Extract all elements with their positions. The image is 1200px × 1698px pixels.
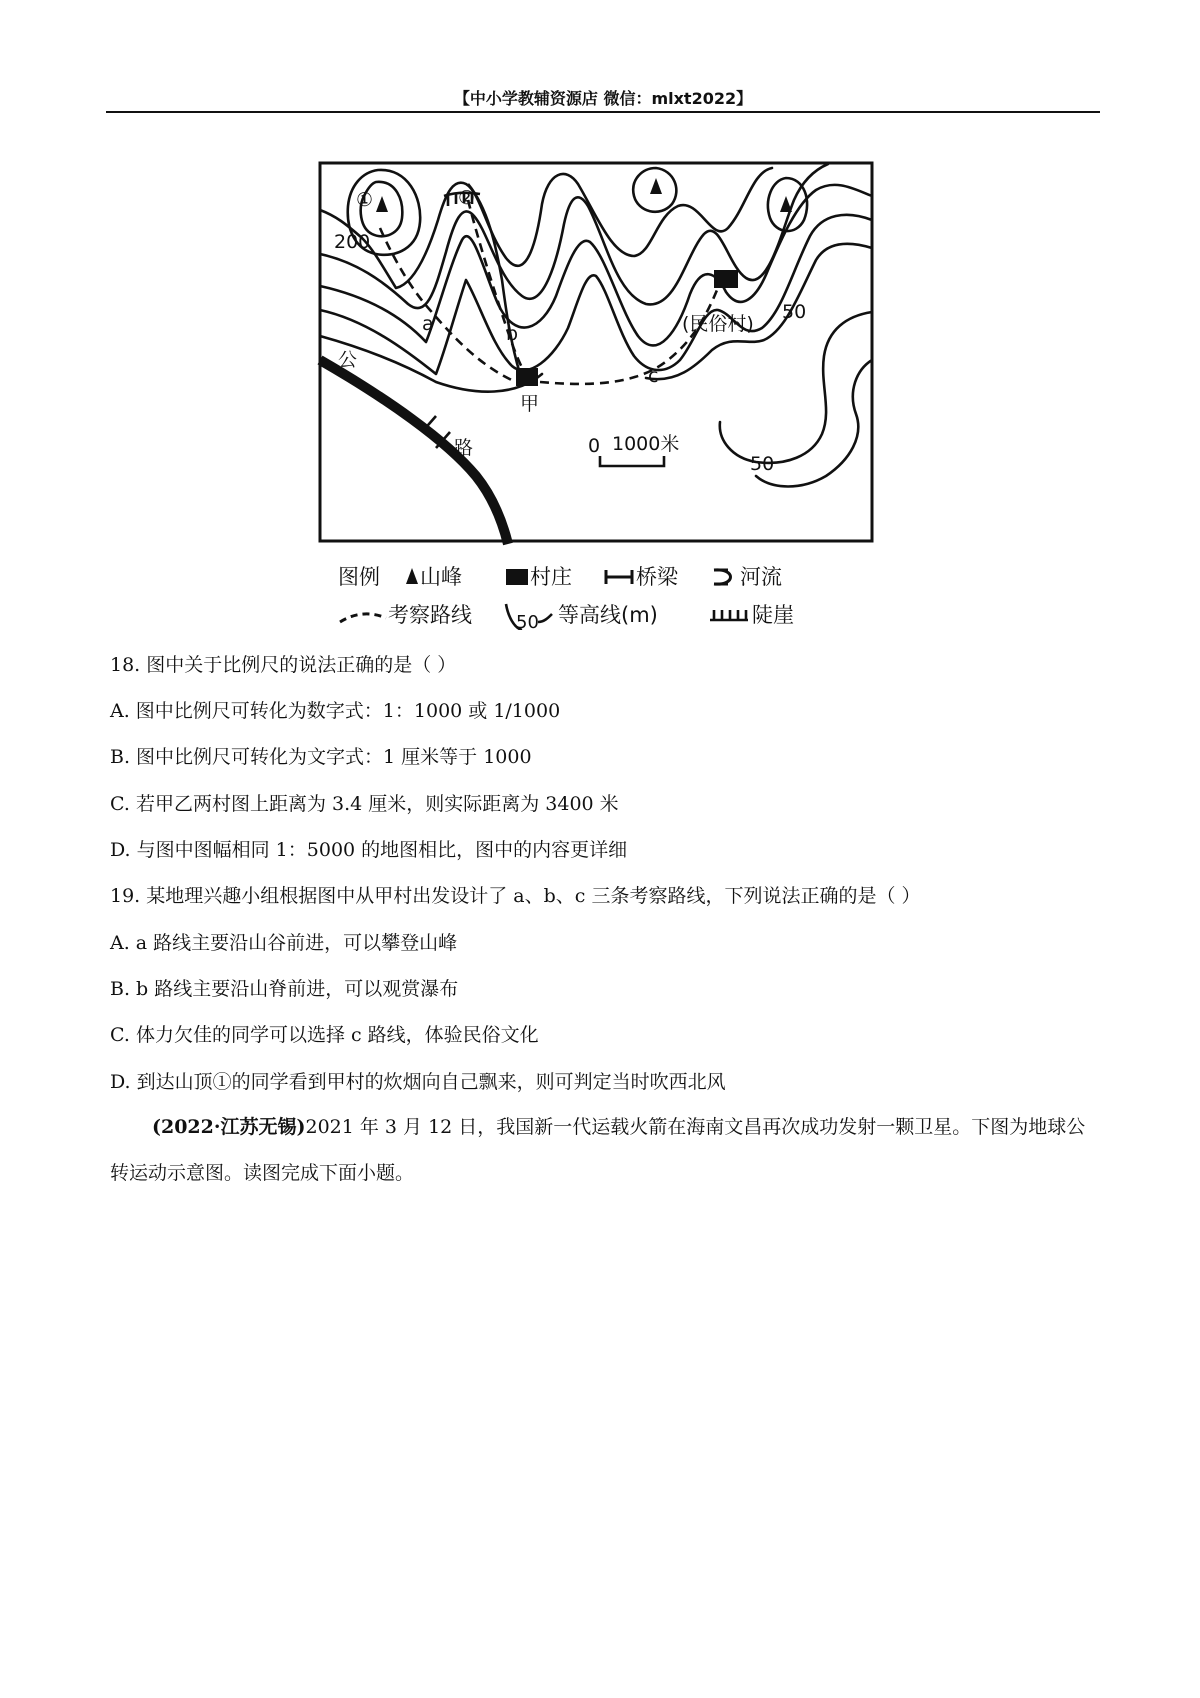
header-divider [106, 111, 1100, 113]
route-b-label: b [506, 323, 519, 345]
folk-village-label: (民俗村) [682, 313, 754, 335]
legend-river-icon [714, 570, 731, 584]
summit-2-label: ② [458, 187, 476, 209]
legend-title: 图例 [338, 565, 380, 589]
question-18-option-b: B. 图中比例尺可转化为文字式：1 厘米等于 1000 [110, 746, 532, 768]
page-header: 【中小学教辅资源店 微信：mlxt2022】 [453, 89, 753, 108]
village-folk-square [714, 270, 738, 288]
question-18-stem: 18. 图中关于比例尺的说法正确的是（ ） [110, 654, 457, 676]
scale-value-label: 1000米 [612, 433, 680, 455]
summit-1-label: ① [356, 189, 374, 211]
question-19-stem: 19. 某地理兴趣小组根据图中从甲村出发设计了 a、b、c 三条考察路线，下列说法正确的是（ ） [110, 885, 921, 907]
legend-cliff-icon [710, 610, 748, 620]
contour-50-bottom-label: 50 [750, 453, 775, 475]
question-19-option-a: A. a 路线主要沿山谷前进，可以攀登山峰 [110, 932, 458, 954]
legend-village-label: 村庄 [530, 565, 572, 589]
road-lu-label: 路 [454, 437, 474, 459]
village-jia-label: 甲 [520, 393, 540, 415]
next-section-intro [110, 1104, 1100, 1196]
legend-bridge-icon [606, 570, 632, 584]
scale-zero-label: 0 [588, 435, 601, 457]
legend-contour-label: 等高线(m) [558, 603, 658, 627]
legend-peak-icon [406, 568, 418, 584]
route-a-label: a [422, 313, 434, 335]
legend-peak-label: 山峰 [420, 565, 462, 589]
contour-50-right-label: 50 [782, 301, 807, 323]
legend-river-label: 河流 [740, 565, 782, 589]
route-c-label: c [648, 365, 659, 387]
intro-text: 2021 年 3 月 12 日，我国新一代运载火箭在海南文昌再次成功发射一颗卫星。下图为地球公转运动示意图。读图完成下面小题。 [110, 1116, 1086, 1184]
question-19-option-c: C. 体力欠佳的同学可以选择 c 路线，体验民俗文化 [110, 1024, 539, 1046]
map-legend [338, 565, 794, 630]
intro-source: (2022·江苏无锡) [152, 1116, 306, 1138]
legend-cliff-label: 陡崖 [752, 603, 794, 627]
question-18-option-c: C. 若甲乙两村图上距离为 3.4 厘米，则实际距离为 3400 米 [110, 793, 619, 815]
topographic-map-figure [316, 160, 896, 630]
legend-bridge-label: 桥梁 [636, 565, 678, 589]
legend-contour-sample: 50 [516, 612, 539, 630]
question-18-option-d: D. 与图中图幅相同 1：5000 的地图相比，图中的内容更详细 [110, 839, 628, 861]
village-jia-square [516, 368, 538, 386]
question-19-option-b: B. b 路线主要沿山脊前进，可以观赏瀑布 [110, 978, 459, 1000]
question-19-option-d: D. 到达山顶①的同学看到甲村的炊烟向自己飘来，则可判定当时吹西北风 [110, 1071, 726, 1093]
contour-200-label: 200 [334, 231, 371, 253]
question-18-option-a: A. 图中比例尺可转化为数字式：1：1000 或 1/1000 [110, 700, 561, 722]
legend-route-label: 考察路线 [388, 603, 472, 627]
legend-route-icon [340, 614, 386, 622]
road-gong-label: 公 [338, 349, 358, 371]
legend-village-icon [506, 569, 528, 585]
